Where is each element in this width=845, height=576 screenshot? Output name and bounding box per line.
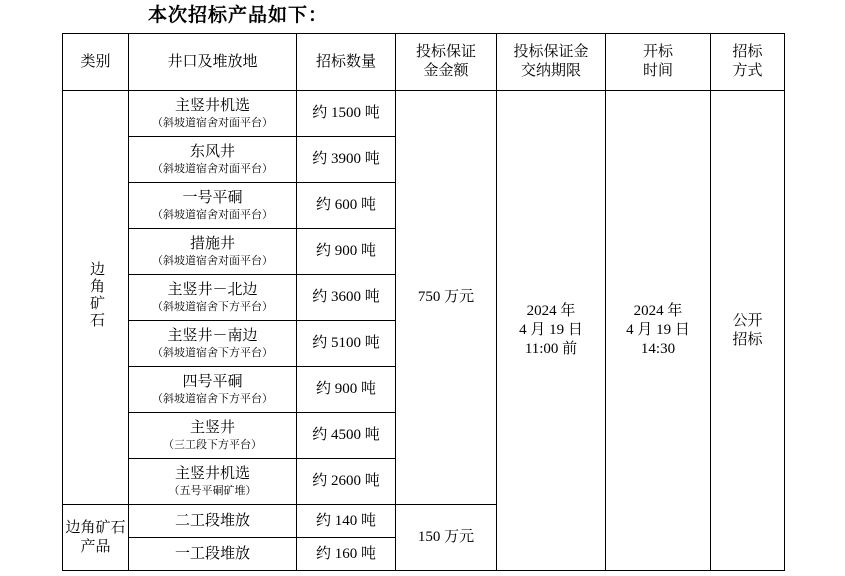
bid-mode-line1: 公开 — [732, 312, 763, 329]
bid-product-table — [62, 33, 785, 571]
header-deposit-amount-line1: 投标保证 — [415, 44, 476, 60]
cell-site — [129, 183, 297, 229]
open-time-line2: 4 月 19 日 — [626, 322, 690, 338]
header-deposit-deadline-line2: 交纳期限 — [520, 63, 581, 79]
cell-quantity: 约 900 吨 — [297, 367, 396, 413]
table-header — [63, 34, 785, 91]
site-main: 一工段堆放 — [174, 546, 250, 562]
category-group1-text: 边角矿石 — [88, 260, 104, 329]
site-main: 措施井 — [189, 236, 235, 252]
cell-quantity: 约 4500 吨 — [297, 413, 396, 459]
header-deposit-deadline — [497, 34, 606, 91]
site-sub: （斜坡道宿舍对面平台） — [152, 209, 273, 221]
cell-deposit-amount-group1: 750 万元 — [396, 91, 497, 505]
cell-site — [129, 137, 297, 183]
site-main: 主竖井－南边 — [167, 328, 258, 344]
header-bid-mode-line2: 方式 — [732, 63, 763, 79]
site-main: 主竖井机选 — [174, 466, 250, 482]
site-main: 一号平硐 — [182, 190, 243, 206]
deadline-line3: 11:00 前 — [524, 341, 578, 357]
site-main: 二工段堆放 — [174, 513, 250, 529]
header-bid-mode — [711, 34, 785, 91]
open-time-line1: 2024 年 — [633, 303, 683, 319]
cell-deposit-amount-group2: 150 万元 — [396, 505, 497, 571]
header-category: 类别 — [63, 34, 129, 91]
site-sub: （三工段下方平台） — [163, 439, 262, 451]
cell-site — [129, 367, 297, 413]
bid-mode-line2: 招标 — [732, 331, 763, 348]
site-main: 主竖井机选 — [174, 98, 250, 114]
site-sub: （斜坡道宿舍下方平台） — [152, 347, 273, 359]
cell-site — [129, 91, 297, 137]
site-main: 主竖井－北边 — [167, 282, 258, 298]
site-sub: （斜坡道宿舍下方平台） — [152, 393, 273, 405]
deadline-line1: 2024 年 — [526, 303, 576, 319]
cell-site — [129, 538, 297, 571]
cell-quantity: 约 3600 吨 — [297, 275, 396, 321]
cell-site — [129, 321, 297, 367]
header-open-time-line1: 开标 — [642, 44, 673, 60]
site-main: 四号平硐 — [182, 374, 243, 390]
site-sub: （斜坡道宿舍下方平台） — [152, 301, 273, 313]
cell-quantity: 约 160 吨 — [297, 538, 396, 571]
site-main: 主竖井 — [189, 420, 235, 436]
header-open-time-line2: 时间 — [642, 63, 673, 79]
header-deposit-amount — [396, 34, 497, 91]
cell-quantity: 约 140 吨 — [297, 505, 396, 538]
table-row — [63, 91, 785, 137]
cell-site — [129, 229, 297, 275]
deadline-line2: 4 月 19 日 — [519, 322, 583, 338]
site-main: 东风井 — [189, 144, 235, 160]
header-deposit-deadline-line1: 投标保证金 — [513, 44, 589, 60]
cell-quantity: 约 1500 吨 — [297, 91, 396, 137]
cell-site — [129, 275, 297, 321]
cell-site — [129, 505, 297, 538]
header-quantity: 招标数量 — [297, 34, 396, 91]
cell-site — [129, 459, 297, 505]
cell-quantity: 约 3900 吨 — [297, 137, 396, 183]
site-sub: （斜坡道宿舍对面平台） — [152, 163, 273, 175]
header-open-time — [606, 34, 711, 91]
cell-site — [129, 413, 297, 459]
site-sub: （斜坡道宿舍对面平台） — [152, 117, 273, 129]
cell-deposit-deadline — [497, 91, 606, 571]
cell-open-time — [606, 91, 711, 571]
site-sub: （五号平硐矿堆） — [168, 485, 257, 497]
open-time-line3: 14:30 — [640, 341, 676, 357]
table-header-row — [63, 34, 785, 91]
page-title: 本次招标产品如下： — [148, 5, 329, 26]
cell-quantity: 约 600 吨 — [297, 183, 396, 229]
header-bid-mode-line1: 招标 — [732, 44, 763, 60]
header-site: 井口及堆放地 — [129, 34, 297, 91]
cell-quantity: 约 900 吨 — [297, 229, 396, 275]
cell-quantity: 约 2600 吨 — [297, 459, 396, 505]
cell-category-group2: 边角矿石产品 — [63, 505, 129, 571]
cell-bid-mode — [711, 91, 785, 571]
header-deposit-amount-line2: 金金额 — [423, 63, 469, 79]
table-body — [63, 91, 785, 571]
site-sub: （斜坡道宿舍对面平台） — [152, 255, 273, 267]
cell-quantity: 约 5100 吨 — [297, 321, 396, 367]
cell-category-group1 — [63, 91, 129, 505]
